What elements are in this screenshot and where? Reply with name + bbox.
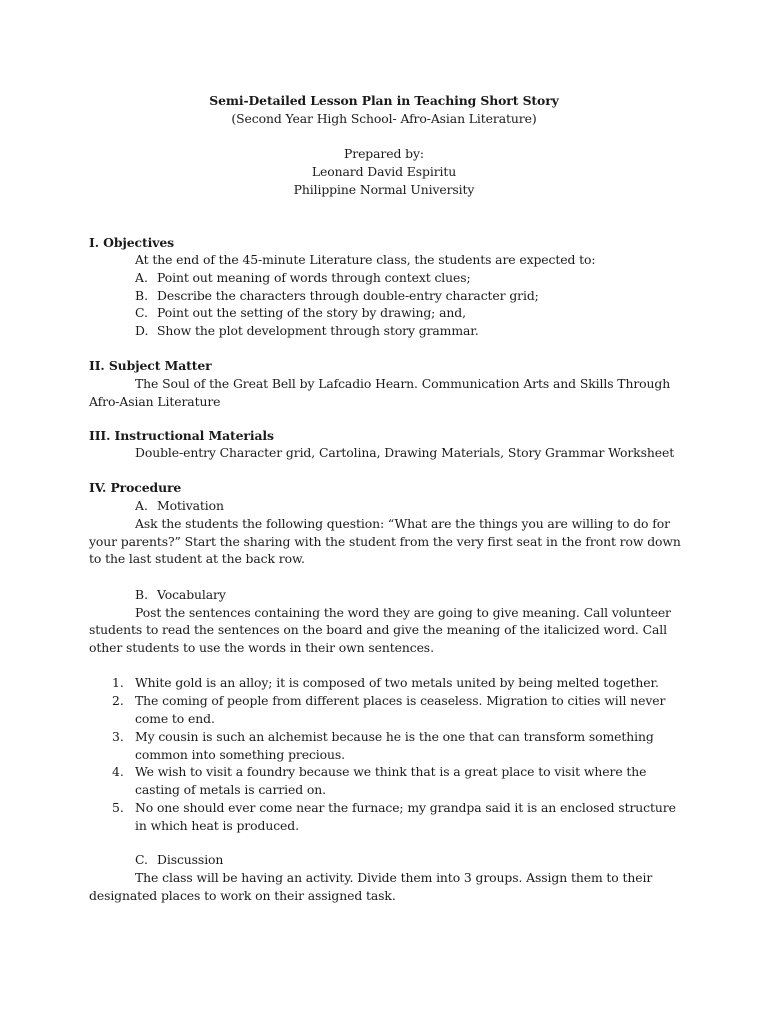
vocabulary-paragraph-line: other students to use the words in their own sentences. bbox=[89, 640, 434, 655]
discussion-paragraph-line: The class will be having an activity. Divide them into 3 groups. Assign them to their bbox=[135, 870, 653, 885]
vocabulary-item-marker: 1. bbox=[112, 675, 124, 690]
vocabulary-item-line: come to end. bbox=[135, 711, 215, 726]
subject-matter-line: Afro-Asian Literature bbox=[89, 394, 221, 409]
vocabulary-item-line: We wish to visit a foundry because we think that is a great place to visit where the bbox=[135, 764, 647, 779]
vocabulary-item-marker: 4. bbox=[112, 764, 124, 779]
prepared-by-label: Prepared by: bbox=[344, 146, 424, 161]
objective-marker: B. bbox=[135, 288, 149, 303]
discussion-paragraph-line: designated places to work on their assigned task. bbox=[89, 888, 396, 903]
procedure-step-marker: B. bbox=[135, 587, 149, 602]
motivation-paragraph-line: Ask the students the following question: “What are the things you are willing to do for bbox=[135, 516, 670, 531]
vocabulary-item-line: My cousin is such an alchemist because he is the one that can transform something bbox=[135, 729, 654, 744]
objective-item: Point out the setting of the story by drawing; and, bbox=[157, 305, 466, 320]
vocabulary-paragraph-line: Post the sentences containing the word they are going to give meaning. Call volunteer bbox=[135, 605, 671, 620]
procedure-step-label-motivation: Motivation bbox=[157, 498, 224, 513]
objective-marker: C. bbox=[135, 305, 148, 320]
procedure-step-marker: A. bbox=[135, 498, 148, 513]
document-subtitle: (Second Year High School- Afro-Asian Literature) bbox=[231, 111, 537, 126]
procedure-step-label-discussion: Discussion bbox=[157, 852, 224, 867]
objective-item: Show the plot development through story grammar. bbox=[157, 323, 479, 338]
vocabulary-item-line: White gold is an alloy; it is composed of two metals united by being melted together. bbox=[135, 675, 659, 690]
objective-item: Point out meaning of words through context clues; bbox=[157, 270, 471, 285]
section-heading-objectives: I. Objectives bbox=[89, 235, 174, 250]
vocabulary-item-marker: 5. bbox=[112, 800, 124, 815]
motivation-paragraph-line: your parents?” Start the sharing with the student from the very first seat in the front row down bbox=[89, 534, 681, 549]
section-heading-subject-matter: II. Subject Matter bbox=[89, 358, 212, 373]
procedure-step-label-vocabulary: Vocabulary bbox=[157, 587, 226, 602]
document-title: Semi-Detailed Lesson Plan in Teaching Short Story bbox=[209, 93, 559, 108]
objective-item: Describe the characters through double-entry character grid; bbox=[157, 288, 539, 303]
subject-matter-line: The Soul of the Great Bell by Lafcadio Hearn. Communication Arts and Skills Through bbox=[135, 376, 671, 391]
section-heading-procedure: IV. Procedure bbox=[89, 480, 182, 495]
vocabulary-item-line: common into something precious. bbox=[135, 747, 345, 762]
vocabulary-item-line: The coming of people from different places is ceaseless. Migration to cities will never bbox=[135, 693, 666, 708]
vocabulary-item-marker: 2. bbox=[112, 693, 124, 708]
vocabulary-item-line: No one should ever come near the furnace; my grandpa said it is an enclosed structure bbox=[135, 800, 676, 815]
section-heading-materials: III. Instructional Materials bbox=[89, 428, 274, 443]
institution-name: Philippine Normal University bbox=[293, 182, 475, 197]
vocabulary-item-marker: 3. bbox=[112, 729, 124, 744]
vocabulary-paragraph-line: students to read the sentences on the board and give the meaning of the italicized word. Call bbox=[89, 622, 667, 637]
objective-marker: D. bbox=[135, 323, 149, 338]
objectives-intro: At the end of the 45-minute Literature class, the students are expected to: bbox=[135, 252, 596, 267]
motivation-paragraph-line: to the last student at the back row. bbox=[89, 551, 305, 566]
author-name: Leonard David Espiritu bbox=[311, 164, 457, 179]
vocabulary-item-line: in which heat is produced. bbox=[135, 818, 299, 833]
procedure-step-marker: C. bbox=[135, 852, 148, 867]
vocabulary-item-line: casting of metals is carried on. bbox=[135, 782, 326, 797]
objective-marker: A. bbox=[135, 270, 148, 285]
materials-text: Double-entry Character grid, Cartolina, Drawing Materials, Story Grammar Worksheet bbox=[135, 445, 675, 460]
